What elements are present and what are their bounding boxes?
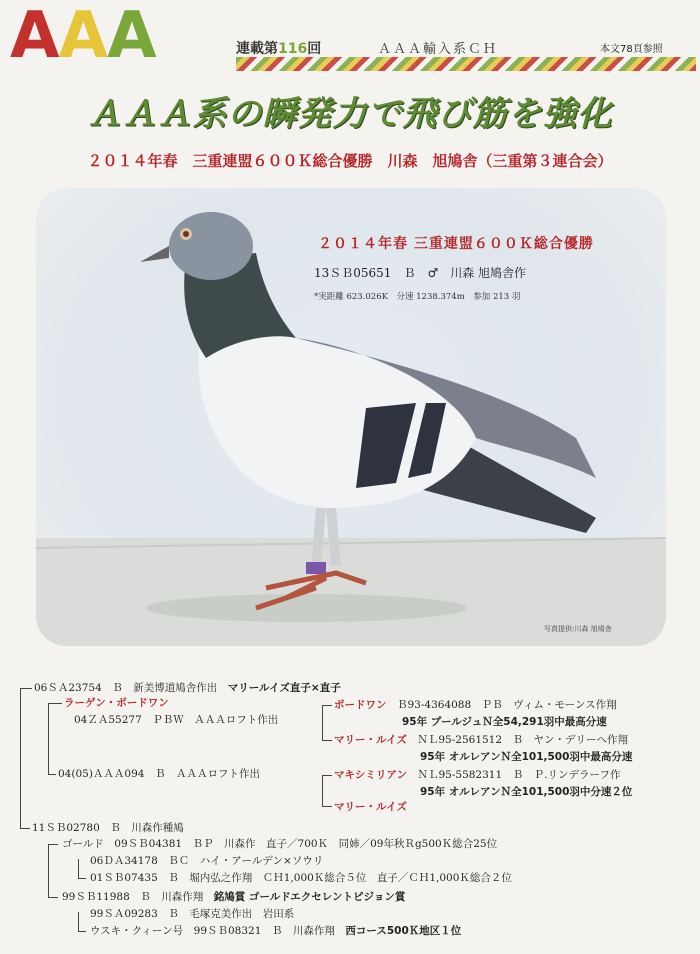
tree-line	[48, 844, 58, 845]
sds-note: 95年 オルレアンＮ全101,500羽中分速２位	[420, 786, 633, 798]
importer-label: ＡＡＡ輸入系ＣＨ	[378, 42, 499, 57]
tree-line	[78, 931, 86, 932]
sdd-name: マリー・ルイズ	[334, 801, 407, 813]
tree-line	[78, 878, 86, 879]
dam-dam-entry	[62, 890, 405, 904]
ddd-entry	[90, 924, 461, 938]
page-title: ＡＡＡ系の瞬発力で飛び筋を強化	[87, 94, 613, 134]
series-number: 116	[278, 41, 308, 57]
sss-entry	[334, 698, 617, 712]
sss-name: ボードワン	[334, 699, 387, 711]
sire-detail: 06ＳＡ23754 Ｂ 新美博道鳩舎作出	[34, 682, 218, 694]
sire-note: マリールイズ直子×直子	[227, 682, 341, 694]
tree-line	[20, 688, 21, 829]
pigeon-illustration	[36, 188, 666, 646]
logo-letter-3: A	[107, 0, 156, 73]
series-suffix: 回	[307, 41, 322, 57]
sire-dam-detail: 04(05)ＡＡＡ094 Ｂ ＡＡＡロフト作出	[58, 768, 260, 780]
tree-line	[48, 844, 49, 898]
page-reference: 本文78頁参照	[600, 44, 663, 55]
dsd-detail: 01ＳＢ07435 Ｂ 堀内弘之作翔 ＣＨ1,000Ｋ総合５位 直子／ＣＨ1,000Ｋ総合２位	[90, 872, 512, 884]
tree-line	[48, 774, 56, 775]
tree-line	[78, 859, 79, 879]
tree-line	[322, 705, 332, 706]
ssd-detail: ＮＬ95-2561512 Ｂ ヤン・デリーへ作翔	[417, 734, 628, 746]
ring-line: 13ＳＢ05651 Ｂ ♂ 川森 旭鳩舎作	[314, 266, 527, 280]
photo-title: ２０１４年春 三重連盟６００Ｋ総合優勝	[318, 236, 594, 252]
tree-line	[48, 703, 49, 775]
ssd-entry	[334, 733, 628, 747]
sds-detail: ＮＬ95-5582311 Ｂ Ｐ.リンデラーフ作	[417, 769, 621, 781]
aaa-logo	[10, 0, 156, 73]
sss-note: 95年 プールジュＮ全54,291羽中最高分速	[402, 716, 607, 728]
dam-sire-detail: ゴールド 09ＳＢ04381 ＢＰ 川森作 直子／700Ｋ 同姉／09年秋Ｒg500Ｋ総合25位	[62, 838, 498, 850]
dss-detail: 06ＤＡ34178 ＢＣ ハイ・アールデン×ソウリ	[90, 855, 324, 867]
decorative-stripe	[236, 57, 696, 71]
race-stats: *実距離 623.026K 分速 1238.374m 参加 213 羽	[314, 292, 521, 302]
logo-letter-2: A	[58, 0, 108, 73]
series-prefix: 連載第	[236, 41, 278, 57]
series-label	[236, 38, 321, 58]
photo-credit: 写真提供:川森 旭鳩舎	[544, 625, 612, 633]
tree-line	[78, 912, 79, 932]
tree-line	[322, 705, 323, 741]
ddd-note: 西コース500Ｋ地区１位	[345, 925, 462, 937]
sire-sire-detail: 04ＺＡ55277 ＰＢＷ ＡＡＡロフト作出	[74, 714, 279, 726]
tree-line	[20, 828, 30, 829]
sds-name: マキシミリアン	[334, 769, 407, 781]
tree-line	[48, 703, 62, 704]
tree-line	[322, 775, 323, 807]
tree-line	[48, 897, 58, 898]
ssd-name: マリー・ルイズ	[334, 734, 407, 746]
tree-line	[20, 688, 32, 689]
sss-detail: Ｂ93-4364088 ＰＢ ヴィム・モーンス作翔	[397, 699, 617, 711]
dam-dam-detail: 99ＳＢ11988 Ｂ 川森作翔	[62, 891, 204, 903]
ssd-note: 95年 オルレアンＮ全101,500羽中最高分速	[420, 751, 633, 763]
sds-entry	[334, 768, 620, 782]
dam-detail: 11ＳＢ02780 Ｂ 川森作種鳩	[32, 822, 184, 834]
tree-line	[322, 806, 332, 807]
dds-detail: 99ＳＡ09283 Ｂ 毛塚克美作出 岩田系	[90, 908, 295, 920]
tree-line	[322, 740, 332, 741]
sire-entry	[34, 681, 341, 695]
tree-line	[322, 775, 332, 776]
pigeon-photo	[36, 188, 666, 646]
logo-letter-1: A	[10, 0, 59, 73]
dam-dam-note: 銘鳩賞 ゴールドエクセレントピジョン賞	[213, 891, 406, 903]
page-subtitle: ２０１４年春 三重連盟６００Ｋ総合優勝 川森 旭鳩舎（三重第３連合会）	[87, 152, 613, 170]
sire-sire-name: ラーゲン・ボードワン	[64, 697, 169, 709]
ddd-detail: ウスキ・クィーン号 99ＳＢ08321 Ｂ 川森作翔	[90, 925, 335, 937]
